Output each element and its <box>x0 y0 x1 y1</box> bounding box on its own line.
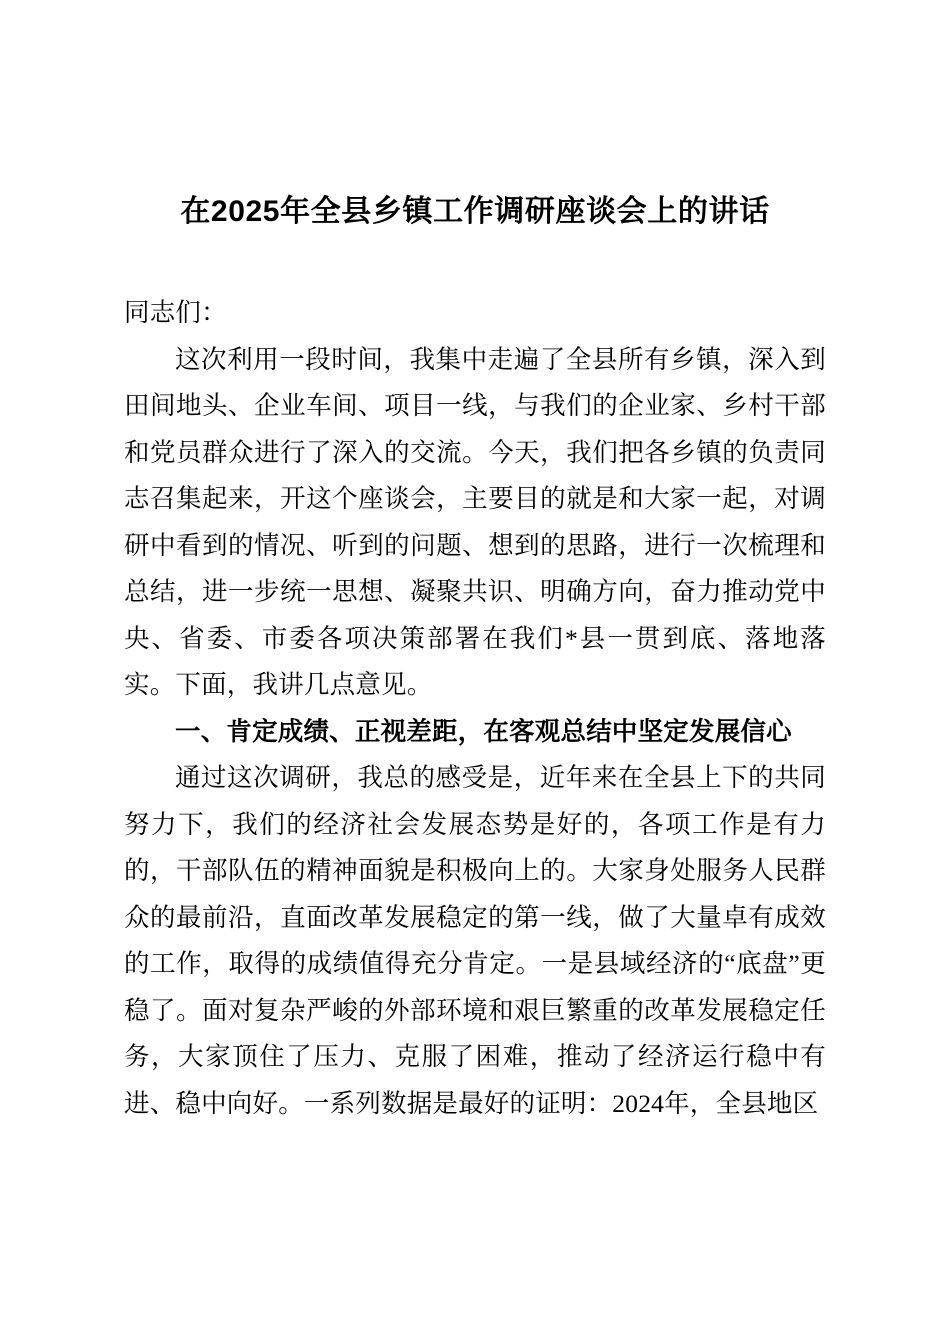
document-title: 在2025年全县乡镇工作调研座谈会上的讲话 <box>180 195 770 228</box>
document-content <box>124 0 826 1127</box>
salutation-line: 同志们： <box>124 298 227 327</box>
section-heading-1: 一、肯定成绩、正视差距，在客观总结中坚定发展信心 <box>175 717 792 746</box>
body-paragraph-1: 这次利用一段时间，我集中走遍了全县所有乡镇，深入到田间地头、企业车间、项目一线，与我们的企业家、乡村干部和党员群众进行了深入的交流。今天，我们把各乡镇的负责同志召集起来，开这个座谈会，主要目的就是和大家一起，对调研中看到的情况、听到的问题、想到的思路，进行一次梳理和总结，进一步统一思想、凝聚共识、明确方向，奋力推动党中央、省委、市委各项决策部署在我们*县一贯到底、落地落实。下面，我讲几点意见。 <box>124 344 826 699</box>
body-paragraph-2: 通过这次调研，我总的感受是，近年来在全县上下的共同努力下，我们的经济社会发展态势是好的，各项工作是有力的，干部队伍的精神面貌是积极向上的。大家身处服务人民群众的最前沿，直面改革发展稳定的第一线，做了大量卓有成效的工作，取得的成绩值得充分肯定。一是县域经济的“底盘”更稳了。面对复杂严峻的外部环境和艰巨繁重的改革发展稳定任务，大家顶住了压力、克服了困难，推动了经济运行稳中有进、稳中向好。一系列数据是最好的证明：2024年，全县地区 <box>124 763 826 1118</box>
